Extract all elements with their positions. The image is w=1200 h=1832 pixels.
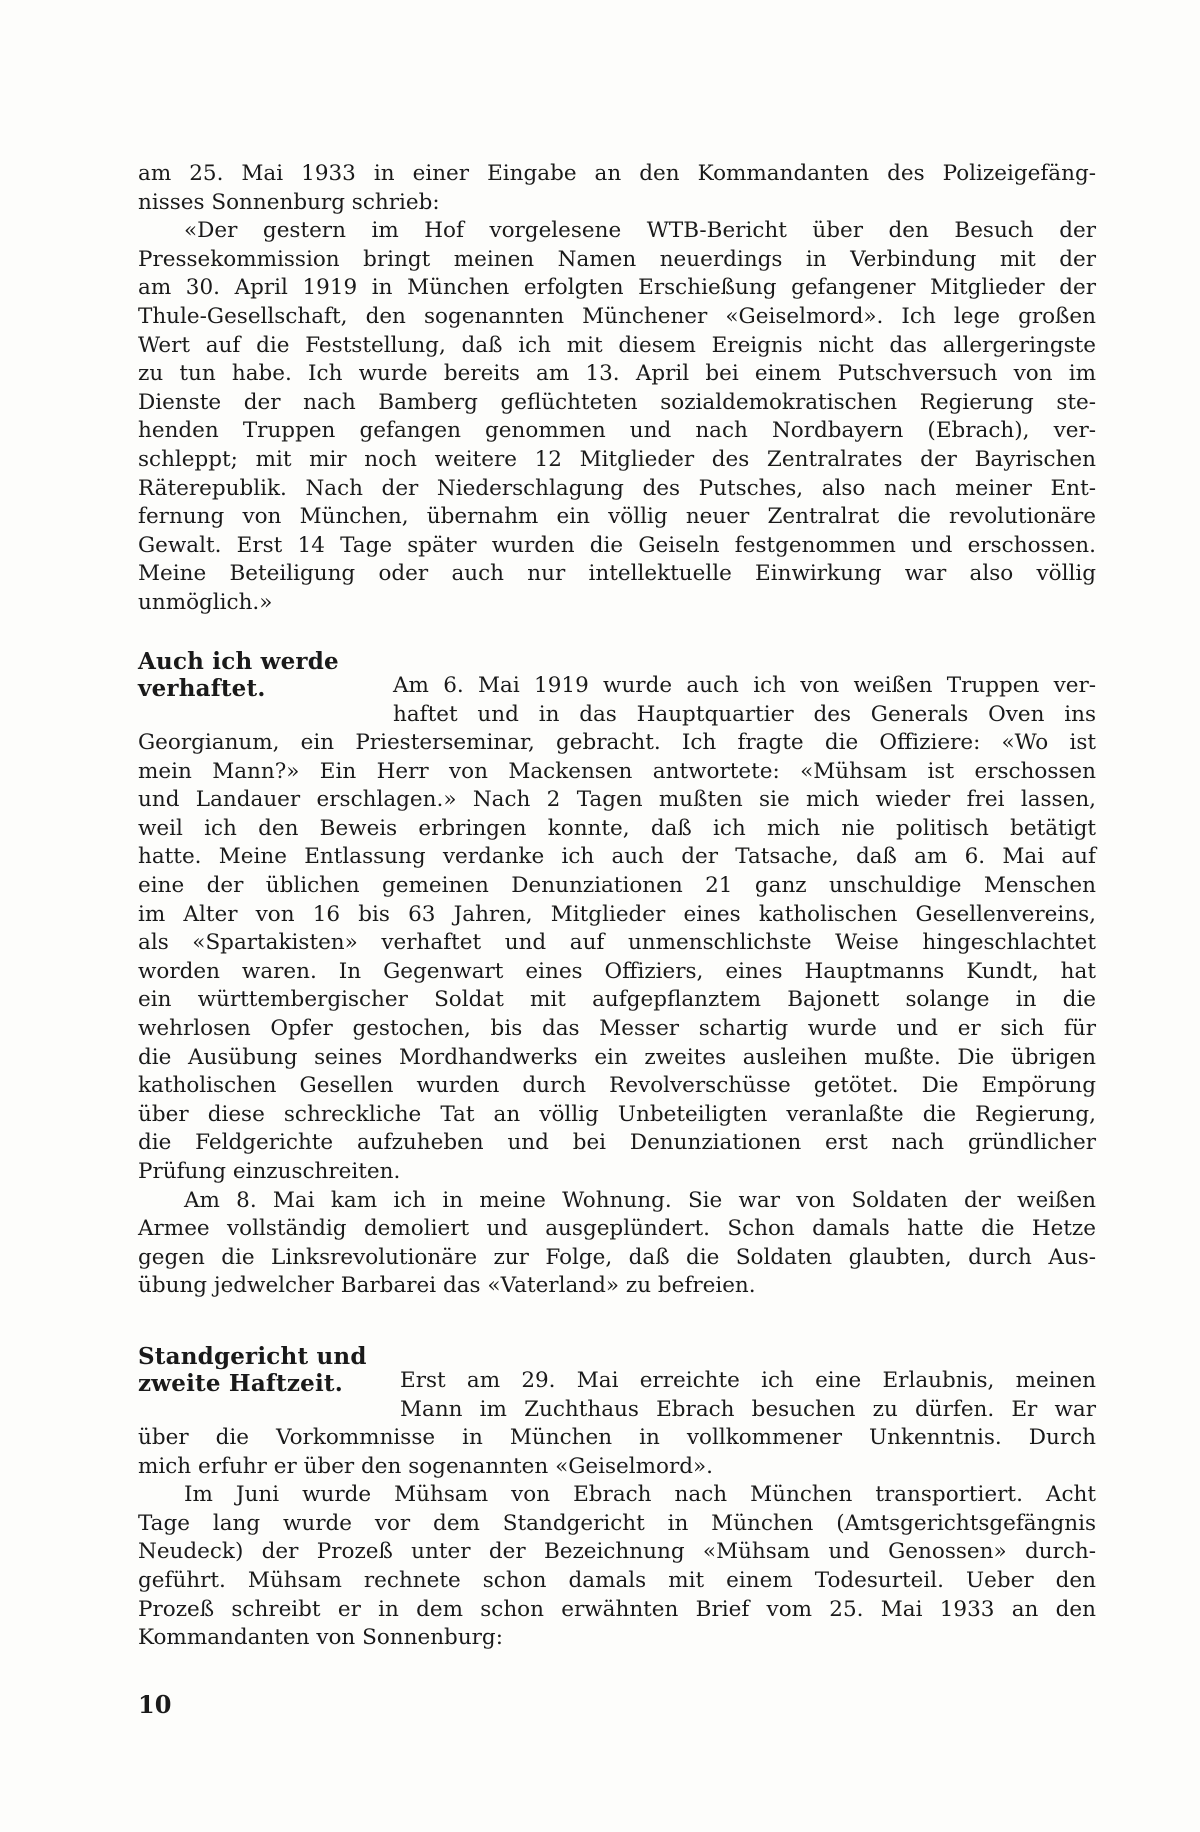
text-line: und Landauer erschlagen.» Nach 2 Tagen mußten sie mich wieder frei lassen,	[138, 787, 1096, 813]
text-line: zu tun habe. Ich wurde bereits am 13. April bei einem Putschversuch von im	[138, 361, 1096, 387]
text-line: Am 8. Mai kam ich in meine Wohnung. Sie war von Soldaten der weißen	[184, 1187, 1096, 1213]
section-heading-standgericht	[138, 1343, 398, 1397]
text-line: haftet und in das Hauptquartier des Generals Oven ins	[393, 701, 1096, 727]
text-line: Tage lang wurde vor dem Standgericht in München (Amtsgerichtsgefängnis	[138, 1510, 1096, 1536]
text-line: Gewalt. Erst 14 Tage später wurden die Geiseln festgenommen und erschossen.	[138, 532, 1096, 558]
text-line: wehrlosen Opfer gestochen, bis das Messer schartig wurde und er sich für	[138, 1015, 1096, 1041]
text-line: Armee vollständig demoliert und ausgeplündert. Schon damals hatte die Hetze	[138, 1216, 1096, 1242]
text-line: über diese schreckliche Tat an völlig Unbeteiligten veranlaßte die Regierung,	[138, 1101, 1096, 1127]
text-line: schleppt; mit mir noch weitere 12 Mitglieder des Zentralrates der Bayrischen	[138, 446, 1096, 472]
text-line: worden waren. In Gegenwart eines Offiziers, eines Hauptmanns Kundt, hat	[138, 958, 1096, 984]
text-line: Pressekommission bringt meinen Namen neuerdings in Verbindung mit der	[138, 246, 1096, 272]
text-line: hatte. Meine Entlassung verdanke ich auch der Tatsache, daß am 6. Mai auf	[138, 844, 1096, 870]
heading-line: Auch ich werde	[138, 648, 339, 675]
text-line: mich erfuhr er über den sogenannten «Geiselmord».	[138, 1453, 713, 1479]
heading-line: Standgericht und	[138, 1343, 367, 1370]
text-line: geführt. Mühsam rechnete schon damals mit einem Todesurteil. Ueber den	[138, 1567, 1096, 1593]
text-line: Prüfung einzuschreiten.	[138, 1158, 401, 1184]
text-line: über die Vorkommnisse in München in vollkommener Unkenntnis. Durch	[138, 1425, 1096, 1450]
section-body-standgericht	[138, 1424, 1096, 1653]
text-line: henden Truppen gefangen genommen und nach Nordbayern (Ebrach), ver-	[138, 418, 1096, 444]
text-line: mein Mann?» Ein Herr von Mackensen antwortete: «Mühsam ist erschossen	[138, 758, 1096, 784]
text-line: nisses Sonnenburg schrieb:	[138, 189, 440, 215]
heading-line: zweite Haftzeit.	[138, 1370, 343, 1397]
text-line: katholischen Gesellen wurden durch Revolverschüsse getötet. Die Empörung	[138, 1073, 1096, 1099]
text-line: als «Spartakisten» verhaftet und auf unmenschlichste Weise hingeschlachtet	[138, 930, 1096, 956]
section-body-auch	[138, 729, 1096, 1301]
text-line: die Feldgerichte aufzuheben und bei Denunziationen erst nach gründlicher	[138, 1130, 1096, 1156]
text-line: Thule-Gesellschaft, den sogenannten Münchener «Geiselmord». Ich lege großen	[138, 303, 1096, 329]
text-line: am 30. April 1919 in München erfolgten Erschießung gefangener Mitglieder der	[138, 275, 1096, 301]
hanging-text-standgericht	[400, 1367, 1096, 1424]
text-line: am 25. Mai 1933 in einer Eingabe an den Kommandanten des Polizeigefäng-	[138, 161, 1096, 186]
heading-line: verhaftet.	[138, 675, 266, 702]
text-line: unmöglich.»	[138, 589, 273, 615]
hanging-text-auch	[393, 672, 1096, 729]
text-line: Prozeß schreibt er in dem schon erwähnten Brief vom 25. Mai 1933 an den	[138, 1596, 1096, 1622]
intro-paragraphs	[138, 160, 1096, 618]
text-line: gegen die Linksrevolutionäre zur Folge, daß die Soldaten glaubten, durch Aus-	[138, 1244, 1096, 1270]
text-line: Kommandanten von Sonnenburg:	[138, 1625, 503, 1651]
text-line: Georgianum, ein Priesterseminar, gebracht. Ich fragte die Offiziere: «Wo ist	[138, 730, 1096, 755]
section-heading-auch	[138, 648, 368, 702]
text-line: Räterepublik. Nach der Niederschlagung des Putsches, also nach meiner Ent-	[138, 475, 1096, 501]
text-line: eine der üblichen gemeinen Denunziationen 21 ganz unschuldige Menschen	[138, 872, 1096, 898]
text-line: Am 6. Mai 1919 wurde auch ich von weißen Truppen ver-	[393, 673, 1096, 698]
text-line: Wert auf die Feststellung, daß ich mit diesem Ereignis nicht das allergeringste	[138, 332, 1096, 358]
text-line: Erst am 29. Mai erreichte ich eine Erlaubnis, meinen	[400, 1368, 1096, 1393]
text-line: im Alter von 16 bis 63 Jahren, Mitglieder eines katholischen Gesellenvereins,	[138, 901, 1096, 927]
text-line: übung jedwelcher Barbarei das «Vaterland» zu befreien.	[138, 1273, 756, 1299]
text-line: Dienste der nach Bamberg geflüchteten sozialdemokratischen Regierung ste-	[138, 389, 1096, 415]
text-line: Meine Beteiligung oder auch nur intellektuelle Einwirkung war also völlig	[138, 561, 1096, 587]
text-line: weil ich den Beweis erbringen konnte, daß ich mich nie politisch betätigt	[138, 815, 1096, 841]
text-line: Neudeck) der Prozeß unter der Bezeichnung «Mühsam und Genossen» durch-	[138, 1539, 1096, 1565]
text-line: «Der gestern im Hof vorgelesene WTB-Bericht über den Besuch der	[184, 218, 1096, 244]
text-line: die Ausübung seines Mordhandwerks ein zweites ausleihen mußte. Die übrigen	[138, 1044, 1096, 1070]
text-line: Mann im Zuchthaus Ebrach besuchen zu dürfen. Er war	[400, 1396, 1096, 1422]
text-line: Im Juni wurde Mühsam von Ebrach nach München transportiert. Acht	[184, 1482, 1096, 1508]
text-line: fernung von München, übernahm ein völlig neuer Zentralrat die revolutionäre	[138, 504, 1096, 530]
page-number: 10	[138, 1690, 172, 1719]
text-line: ein württembergischer Soldat mit aufgepflanztem Bajonett solange in die	[138, 987, 1096, 1013]
